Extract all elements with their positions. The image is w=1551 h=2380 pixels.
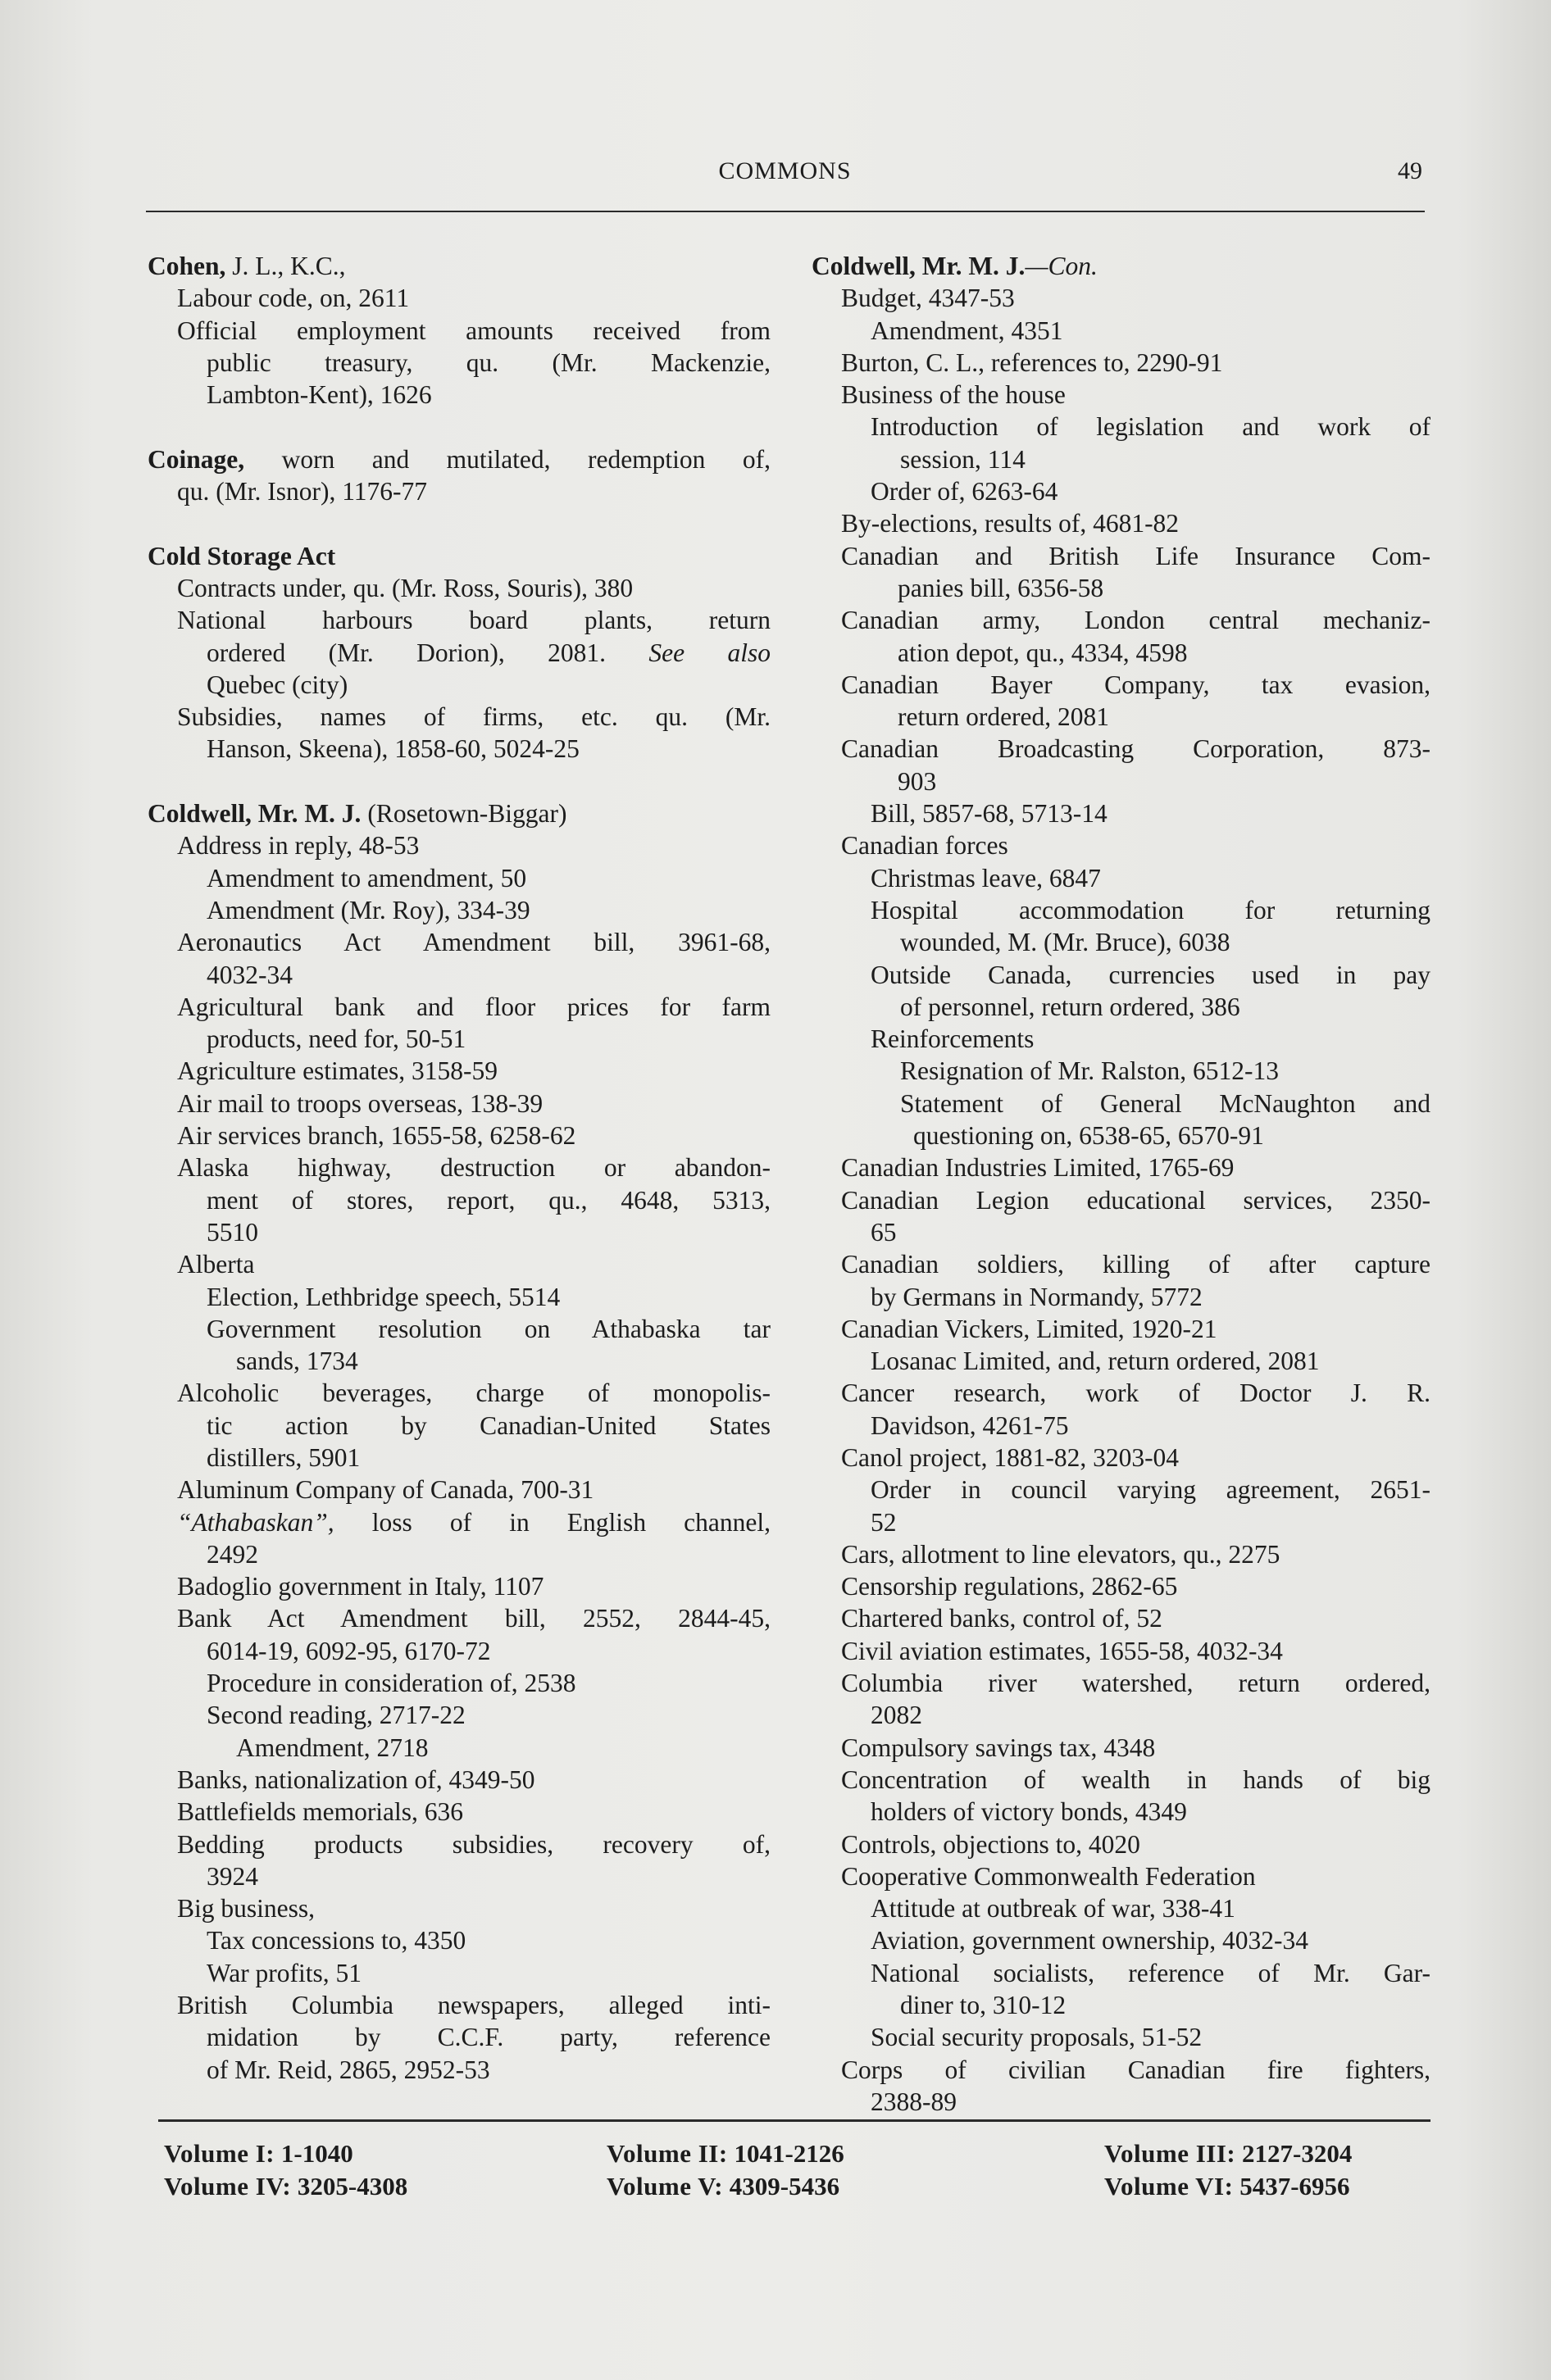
index-line: Canol project, 1881-82, 3203-04 [841, 1442, 1180, 1472]
ship-name: “Athabaskan”, [177, 1507, 334, 1537]
index-line: Official employment amounts received from [177, 316, 771, 345]
index-line: Christmas leave, 6847 [871, 863, 1101, 892]
index-line: Outside Canada, currencies used in pay [871, 960, 1430, 989]
index-line: Business of the house [841, 380, 1066, 410]
index-line: Attitude at outbreak of war, 338-41 [871, 1894, 1235, 1924]
index-line: Air mail to troops overseas, 138-39 [177, 1088, 544, 1118]
index-line: wounded, M. (Mr. Bruce), 6038 [900, 928, 1230, 957]
volume-entry: Volume III: 2127-3204 [1104, 2139, 1353, 2168]
index-line: Big business, [177, 1894, 316, 1924]
index-line: Canadian army, London central mechaniz- [841, 606, 1430, 635]
index-line: Controls, objections to, 4020 [841, 1829, 1140, 1859]
index-line: of personnel, return ordered, 386 [900, 992, 1240, 1021]
index-line: Air services branch, 1655-58, 6258-62 [177, 1121, 576, 1151]
volume-key-left [164, 2137, 407, 2203]
index-line: qu. (Mr. Isnor), 1176-77 [177, 477, 428, 506]
index-line: Amendment, 4351 [871, 316, 1063, 345]
index-line: Second reading, 2717-22 [207, 1701, 466, 1730]
page-header [148, 157, 1422, 190]
index-line: 3924 [207, 1861, 258, 1891]
index-line: session, 114 [900, 444, 1026, 474]
index-line: Amendment, 2718 [236, 1733, 429, 1762]
index-line: of Mr. Reid, 2865, 2952-53 [207, 2055, 490, 2084]
volume-key-middle [607, 2137, 844, 2203]
index-line: by Germans in Normandy, 5772 [871, 1282, 1203, 1311]
index-line: Agricultural bank and floor prices for farm [177, 992, 771, 1021]
index-line: Censorship regulations, 2862-65 [841, 1572, 1178, 1601]
index-line: panies bill, 6356-58 [898, 573, 1104, 602]
index-line: Introduction of legislation and work of [871, 412, 1430, 442]
index-line: Canadian soldiers, killing of after capture [841, 1250, 1430, 1279]
index-line: Alaska highway, destruction or abandon- [177, 1153, 771, 1183]
index-line: Order in council varying agreement, 2651- [871, 1475, 1430, 1505]
entry-heading-coinage: Coinage, worn and mutilated, redemption of, [148, 444, 771, 474]
index-line: Cooperative Commonwealth Federation [841, 1861, 1256, 1891]
index-line: Hospital accommodation for returning [871, 895, 1430, 924]
index-line: Lambton-Kent), 1626 [207, 380, 432, 410]
index-line: Budget, 4347-53 [841, 284, 1015, 313]
index-line: Reinforcements [871, 1024, 1035, 1054]
index-line: Bank Act Amendment bill, 2552, 2844-45, [177, 1604, 771, 1633]
index-line: Concentration of wealth in hands of big [841, 1765, 1430, 1794]
index-line: Aviation, government ownership, 4032-34 [871, 1926, 1308, 1955]
index-line: Subsidies, names of firms, etc. qu. (Mr. [177, 702, 771, 732]
index-line: tic action by Canadian-United States [207, 1410, 771, 1440]
index-line: Canadian Legion educational services, 2350- [841, 1185, 1430, 1215]
index-line: Canadian Vickers, Limited, 1920-21 [841, 1314, 1217, 1343]
index-line: 4032-34 [207, 960, 293, 989]
index-line: ment of stores, report, qu., 4648, 5313, [207, 1185, 771, 1215]
index-line: Aluminum Company of Canada, 700-31 [177, 1475, 594, 1505]
volume-entry: Volume V: 4309-5436 [607, 2172, 840, 2201]
index-line: Alcoholic beverages, charge of monopolis- [177, 1378, 771, 1408]
index-line: Address in reply, 48-53 [177, 831, 420, 861]
index-line: 5510 [207, 1217, 258, 1247]
index-line: diner to, 310-12 [900, 1991, 1067, 2020]
index-line: ation depot, qu., 4334, 4598 [898, 638, 1188, 667]
index-line: 2388-89 [871, 2087, 957, 2116]
page-number: 49 [1398, 157, 1422, 184]
running-head: COMMONS [718, 157, 852, 184]
index-line: return ordered, 2081 [898, 702, 1110, 732]
entry-heading-coldwell-continued: Coldwell, Mr. M. J.—Con. [812, 252, 1098, 280]
index-line: Agriculture estimates, 3158-59 [177, 1056, 498, 1086]
index-line: National harbours board plants, return [177, 606, 771, 635]
volume-entry: Volume II: 1041-2126 [607, 2139, 844, 2168]
index-line: 2492 [207, 1539, 258, 1569]
index-line: 903 [898, 766, 937, 796]
index-line: Burton, C. L., references to, 2290-91 [841, 347, 1223, 377]
entry-heading-cold-storage: Cold Storage Act [148, 541, 336, 570]
volume-entry: Volume VI: 5437-6956 [1104, 2172, 1350, 2201]
index-line: sands, 1734 [236, 1347, 358, 1376]
index-line: Tax concessions to, 4350 [207, 1926, 466, 1955]
index-line: midation by C.C.F. party, reference [207, 2023, 771, 2052]
index-line: Procedure in consideration of, 2538 [207, 1669, 576, 1698]
left-column [148, 250, 771, 2086]
volume-key-right [1104, 2137, 1352, 2203]
index-line: Civil aviation estimates, 1655-58, 4032-34 [841, 1636, 1283, 1665]
index-line: public treasury, qu. (Mr. Mackenzie, [207, 347, 771, 377]
index-line: Columbia river watershed, return ordered, [841, 1669, 1430, 1698]
index-line: 6014-19, 6092-95, 6170-72 [207, 1636, 491, 1665]
index-line: Cars, allotment to line elevators, qu., 2275 [841, 1539, 1280, 1569]
index-line: Election, Lethbridge speech, 5514 [207, 1282, 561, 1311]
index-line: Labour code, on, 2611 [177, 284, 410, 313]
index-line: Amendment to amendment, 50 [207, 863, 527, 892]
index-line: holders of victory bonds, 4349 [871, 1797, 1187, 1827]
index-line: 65 [871, 1217, 897, 1247]
entry-heading-coldwell: Coldwell, Mr. M. J. (Rosetown-Biggar) [148, 799, 567, 829]
index-line: Canadian forces [841, 831, 1008, 861]
index-line: questioning on, 6538-65, 6570-91 [913, 1121, 1264, 1151]
index-line: Order of, 6263-64 [871, 477, 1058, 506]
index-line: Canadian Broadcasting Corporation, 873- [841, 734, 1430, 764]
right-column [812, 250, 1430, 2118]
index-line: Canadian and British Life Insurance Com- [841, 541, 1430, 570]
see-also: See also [648, 638, 771, 667]
index-line: Chartered banks, control of, 52 [841, 1604, 1162, 1633]
index-line: Contracts under, qu. (Mr. Ross, Souris), 380 [177, 573, 634, 602]
index-line: ordered (Mr. Dorion), 2081. See also [207, 638, 771, 667]
index-line: Cancer research, work of Doctor J. R. [841, 1378, 1430, 1408]
index-line: Social security proposals, 51-52 [871, 2023, 1203, 2052]
index-line: By-elections, results of, 4681-82 [841, 509, 1180, 538]
index-line: Government resolution on Athabaska tar [207, 1314, 771, 1343]
index-line: British Columbia newspapers, alleged inti- [177, 1991, 771, 2020]
volume-entry: Volume IV: 3205-4308 [164, 2172, 408, 2201]
index-line: Alberta [177, 1250, 255, 1279]
index-line: National socialists, reference of Mr. Gar- [871, 1958, 1430, 1987]
footer-rule [158, 2119, 1430, 2122]
index-line: Corps of civilian Canadian fire fighters, [841, 2055, 1430, 2084]
index-line: Bill, 5857-68, 5713-14 [871, 799, 1108, 829]
index-line: distillers, 5901 [207, 1442, 361, 1472]
index-line: 52 [871, 1507, 897, 1537]
volume-entry: Volume I: 1-1040 [164, 2139, 353, 2168]
entry-heading-cohen: Cohen, J. L., K.C., [148, 252, 346, 280]
index-line: “Athabaskan”, loss of in English channel, [177, 1507, 771, 1537]
index-line: Compulsory savings tax, 4348 [841, 1733, 1156, 1762]
header-rule [146, 211, 1425, 212]
index-line: Badoglio government in Italy, 1107 [177, 1572, 544, 1601]
index-line: products, need for, 50-51 [207, 1024, 466, 1054]
index-line: Battlefields memorials, 636 [177, 1797, 464, 1827]
index-line: 2082 [871, 1701, 922, 1730]
index-line: Canadian Industries Limited, 1765-69 [841, 1153, 1235, 1183]
index-line: Losanac Limited, and, return ordered, 2081 [871, 1347, 1320, 1376]
index-line: Hanson, Skeena), 1858-60, 5024-25 [207, 734, 580, 764]
index-line: Bedding products subsidies, recovery of, [177, 1829, 771, 1859]
index-line: Resignation of Mr. Ralston, 6512-13 [900, 1056, 1279, 1086]
index-line: Davidson, 4261-75 [871, 1410, 1069, 1440]
index-line: Quebec (city) [207, 670, 348, 699]
index-line: War profits, 51 [207, 1958, 362, 1987]
index-line: Banks, nationalization of, 4349-50 [177, 1765, 535, 1794]
index-line: Amendment (Mr. Roy), 334-39 [207, 895, 530, 924]
index-line: Aeronautics Act Amendment bill, 3961-68, [177, 928, 771, 957]
index-line: Statement of General McNaughton and [900, 1088, 1430, 1118]
index-line: Canadian Bayer Company, tax evasion, [841, 670, 1430, 699]
